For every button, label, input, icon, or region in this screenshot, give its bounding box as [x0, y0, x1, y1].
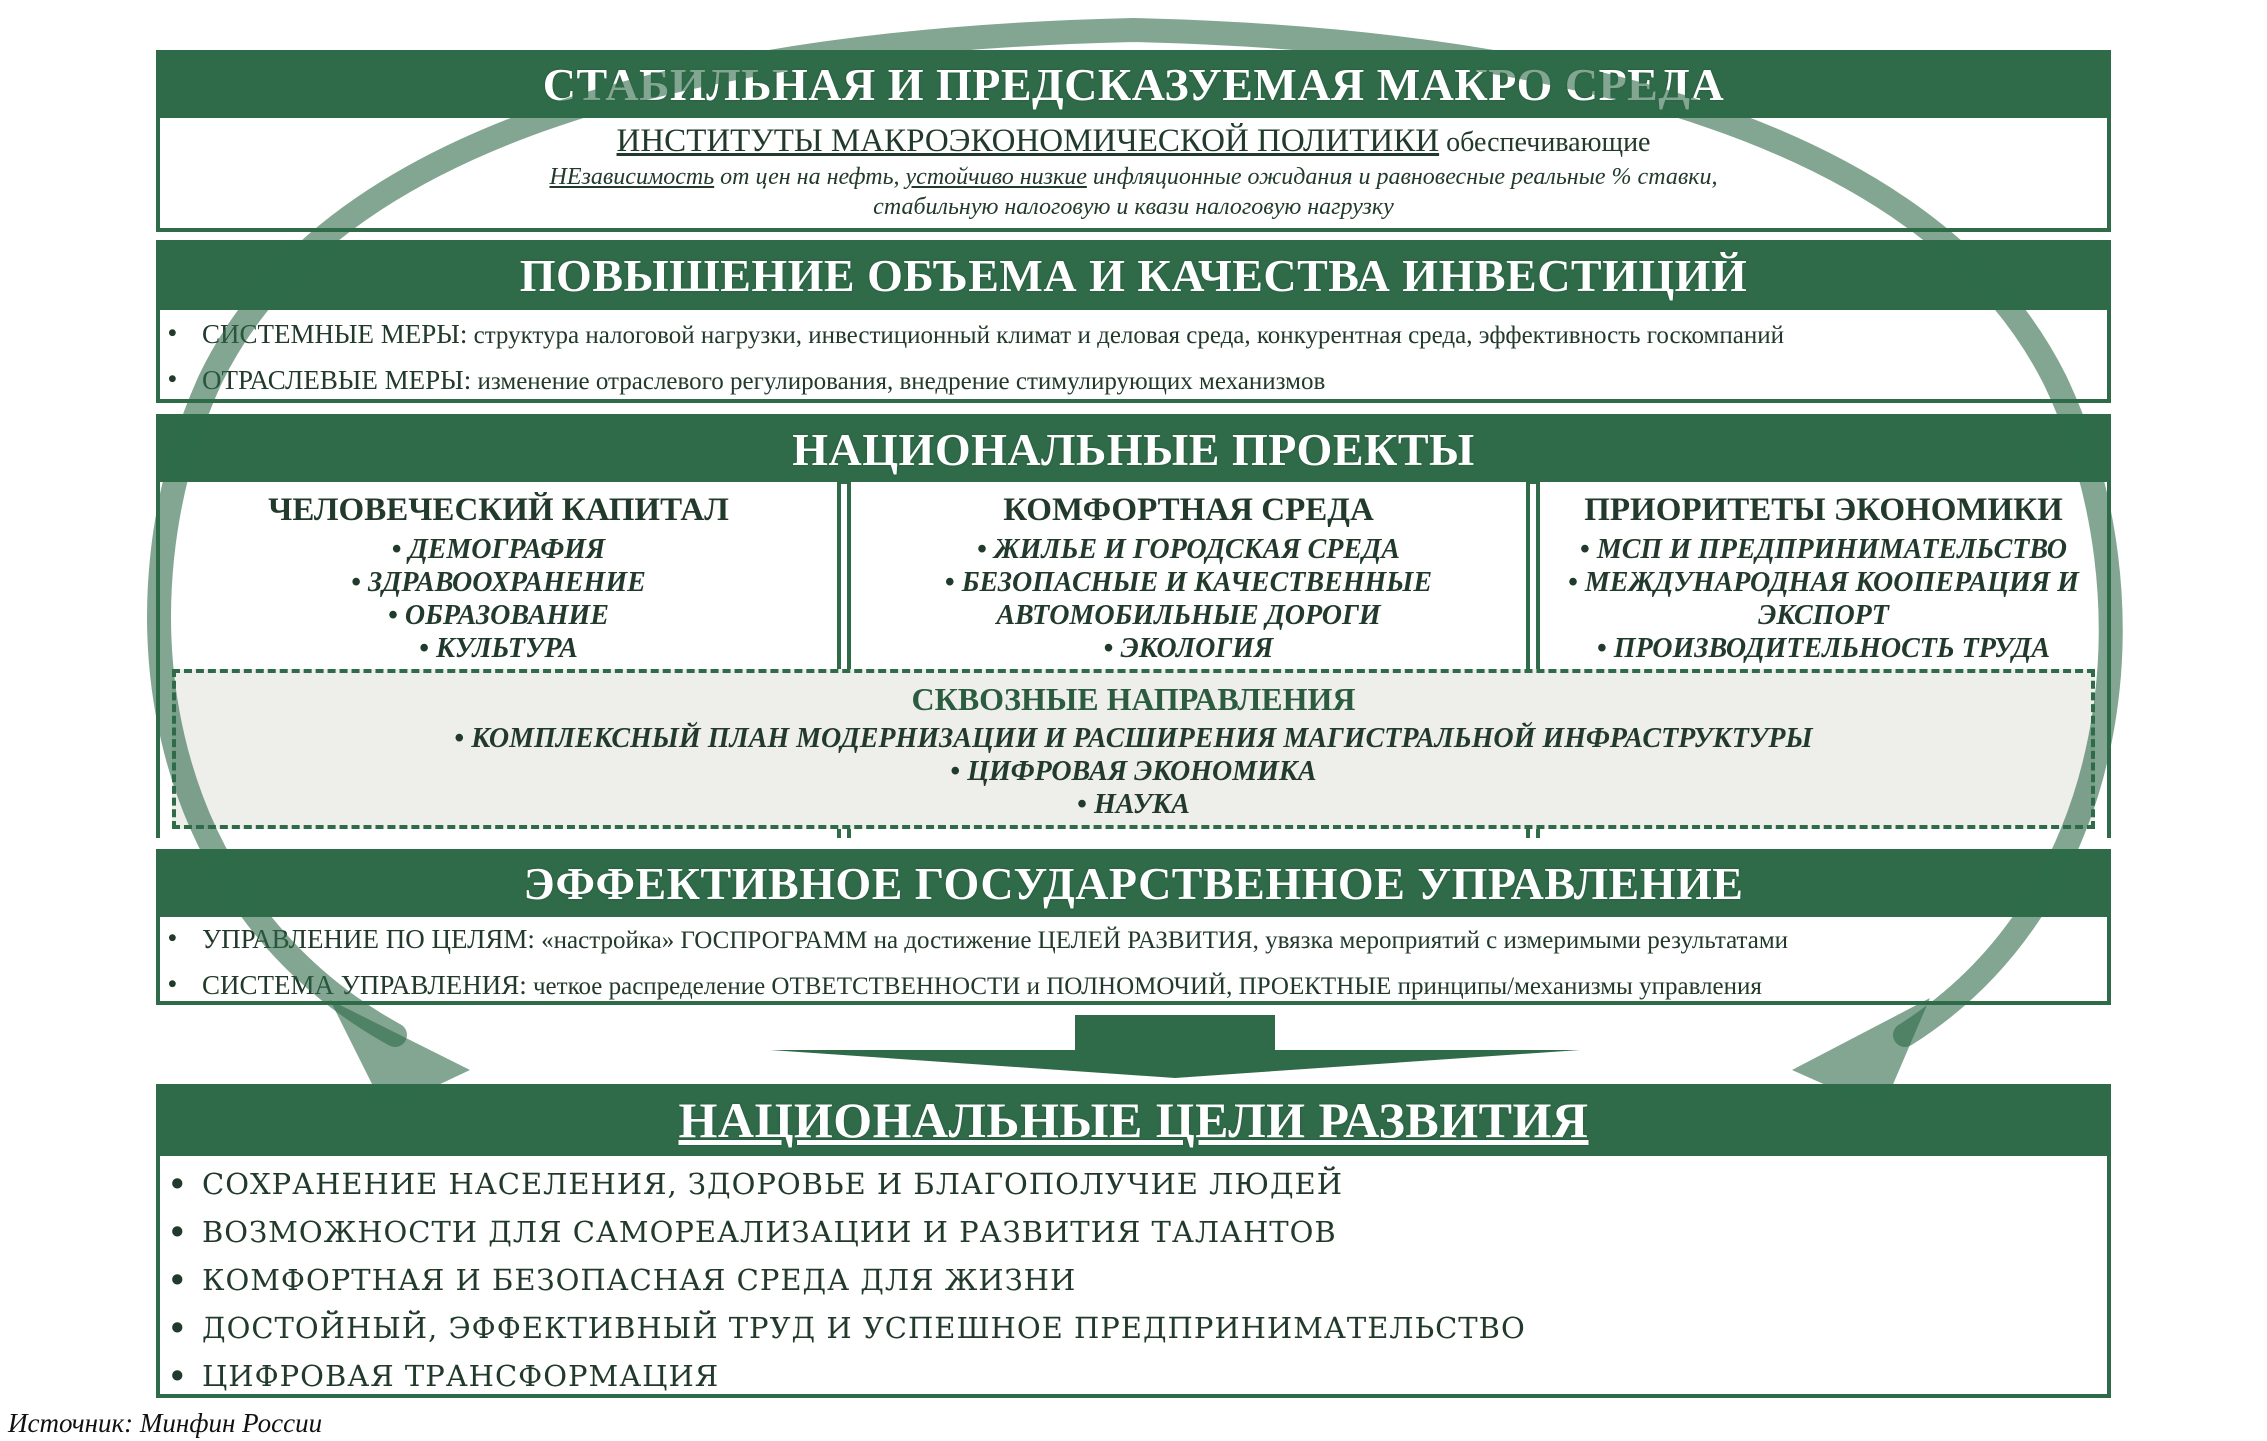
investment-item	[160, 358, 2107, 404]
macro-body	[160, 122, 2107, 222]
investment-panel	[156, 240, 2111, 403]
macro-title: СТАБИЛЬНАЯ И ПРЕДСКАЗУЕМАЯ МАКРО СРЕДА	[542, 58, 1725, 110]
project-item: • ПРОИЗВОДИТЕЛЬНОСТЬ ТРУДА	[1560, 632, 2087, 665]
investment-item-label: ОТРАСЛЕВЫЕ МЕРЫ:	[202, 365, 472, 395]
investment-item-text: изменение отраслевого регулирования, внедрение стимулирующих механизмов	[471, 368, 1326, 395]
cross-direction-item: • КОМПЛЕКСНЫЙ ПЛАН МОДЕРНИЗАЦИИ И РАСШИРЕНИЯ МАГИСТРАЛЬНОЙ ИНФРАСТРУКТУРЫ	[176, 722, 2091, 755]
goal-item: • СОХРАНЕНИЕ НАСЕЛЕНИЯ, ЗДОРОВЬЕ И БЛАГОПОЛУЧИЕ ЛЮДЕЙ	[160, 1160, 2107, 1208]
goal-item: • ВОЗМОЖНОСТИ ДЛЯ САМОРЕАЛИЗАЦИИ И РАЗВИТИЯ ТАЛАНТОВ	[160, 1208, 2107, 1256]
governance-item-text: четкое распределение ОТВЕТСТВЕННОСТИ и ПОЛНОМОЧИЙ, ПРОЕКТНЫЕ принципы/механизмы управления	[526, 973, 1762, 1000]
macro-institutions-link: ИНСТИТУТЫ МАКРОЭКОНОМИЧЕСКОЙ ПОЛИТИКИ	[616, 123, 1440, 159]
governance-panel	[156, 849, 2111, 1005]
column-title: КОМФОРТНАЯ СРЕДА	[1003, 492, 1374, 528]
project-item: • ЭКОЛОГИЯ	[881, 632, 1496, 665]
investment-title: ПОВЫШЕНИЕ ОБЪЕМА И КАЧЕСТВА ИНВЕСТИЦИЙ	[519, 249, 1748, 301]
macro-panel	[156, 50, 2111, 232]
investment-list	[160, 312, 2107, 404]
investment-item-text: структура налоговой нагрузки, инвестиционный климат и деловая среда, конкурентная среда, эффективность госкомпаний	[467, 322, 1784, 349]
goals-header	[160, 1088, 2107, 1156]
cross-directions-title: СКВОЗНЫЕ НАПРАВЛЕНИЯ	[911, 681, 1356, 717]
macro-line3: стабильную налоговую и квази налоговую нагрузку	[873, 194, 1394, 220]
project-item: • ЗДРАВООХРАНЕНИЕ	[160, 566, 837, 599]
governance-title: ЭФФЕКТИВНОЕ ГОСУДАРСТВЕННОЕ УПРАВЛЕНИЕ	[523, 857, 1744, 909]
investment-item	[160, 312, 2107, 358]
national-projects-title: НАЦИОНАЛЬНЫЕ ПРОЕКТЫ	[792, 423, 1475, 475]
cross-direction-item: • НАУКА	[176, 788, 2091, 821]
cross-directions-box	[172, 669, 2095, 829]
column-title: ПРИОРИТЕТЫ ЭКОНОМИКИ	[1584, 492, 2063, 528]
macro-independence: НЕзависимость	[549, 164, 715, 190]
column-items	[851, 533, 1526, 665]
project-item: • МЕЖДУНАРОДНАЯ КООПЕРАЦИЯ И ЭКСПОРТ	[1560, 566, 2087, 632]
project-item: • ОБРАЗОВАНИЕ	[160, 599, 837, 632]
governance-item-text: «настройка» ГОСПРОГРАММ на достижение ЦЕЛЕЙ РАЗВИТИЯ, увязка мероприятий с измеримыми результатами	[534, 927, 1789, 954]
cross-direction-item: • ЦИФРОВАЯ ЭКОНОМИКА	[176, 755, 2091, 788]
governance-list	[160, 917, 2107, 1009]
goals-list	[160, 1160, 2107, 1400]
column-items	[1540, 533, 2107, 665]
cross-directions-list	[176, 722, 2091, 821]
source-note: Источник: Минфин России	[8, 1408, 323, 1438]
investment-item-label: СИСТЕМНЫЕ МЕРЫ:	[202, 319, 468, 349]
project-item: • БЕЗОПАСНЫЕ И КАЧЕСТВЕННЫЕ АВТОМОБИЛЬНЫЕ ДОРОГИ	[881, 566, 1496, 632]
goals-panel	[156, 1084, 2111, 1398]
project-item: • ДЕМОГРАФИЯ	[160, 533, 837, 566]
project-item: • КУЛЬТУРА	[160, 632, 837, 665]
macro-header	[160, 54, 2107, 118]
column-title: ЧЕЛОВЕЧЕСКИЙ КАПИТАЛ	[268, 492, 729, 528]
center-down-arrow	[770, 1015, 1580, 1078]
macro-line2-text2: инфляционные ожидания и равновесные реальные % ставки,	[1086, 164, 1718, 190]
investment-header	[160, 244, 2107, 310]
project-item: • ЖИЛЬЕ И ГОРОДСКАЯ СРЕДА	[881, 533, 1496, 566]
column-items	[160, 533, 837, 665]
governance-item-label: УПРАВЛЕНИЕ ПО ЦЕЛЯМ:	[202, 924, 535, 954]
national-projects-header	[160, 418, 2107, 484]
goal-item: • ЦИФРОВАЯ ТРАНСФОРМАЦИЯ	[160, 1352, 2107, 1400]
project-item: • МСП И ПРЕДПРИНИМАТЕЛЬСТВО	[1560, 533, 2087, 566]
macro-line1-rest: обеспечивающие	[1439, 127, 1651, 158]
governance-header	[160, 853, 2107, 917]
governance-item-label: СИСТЕМА УПРАВЛЕНИЯ:	[202, 970, 527, 1000]
goal-item: • ДОСТОЙНЫЙ, ЭФФЕКТИВНЫЙ ТРУД И УСПЕШНОЕ ПРЕДПРИНИМАТЕЛЬСТВО	[160, 1304, 2107, 1352]
goals-title: НАЦИОНАЛЬНЫЕ ЦЕЛИ РАЗВИТИЯ	[678, 1092, 1589, 1148]
goal-item: • КОМФОРТНАЯ И БЕЗОПАСНАЯ СРЕДА ДЛЯ ЖИЗНИ	[160, 1256, 2107, 1304]
macro-line2-text1: от цен на нефть,	[714, 164, 906, 190]
governance-item	[160, 963, 2107, 1009]
macro-low-inflation: устойчиво низкие	[905, 164, 1087, 190]
governance-item	[160, 917, 2107, 963]
